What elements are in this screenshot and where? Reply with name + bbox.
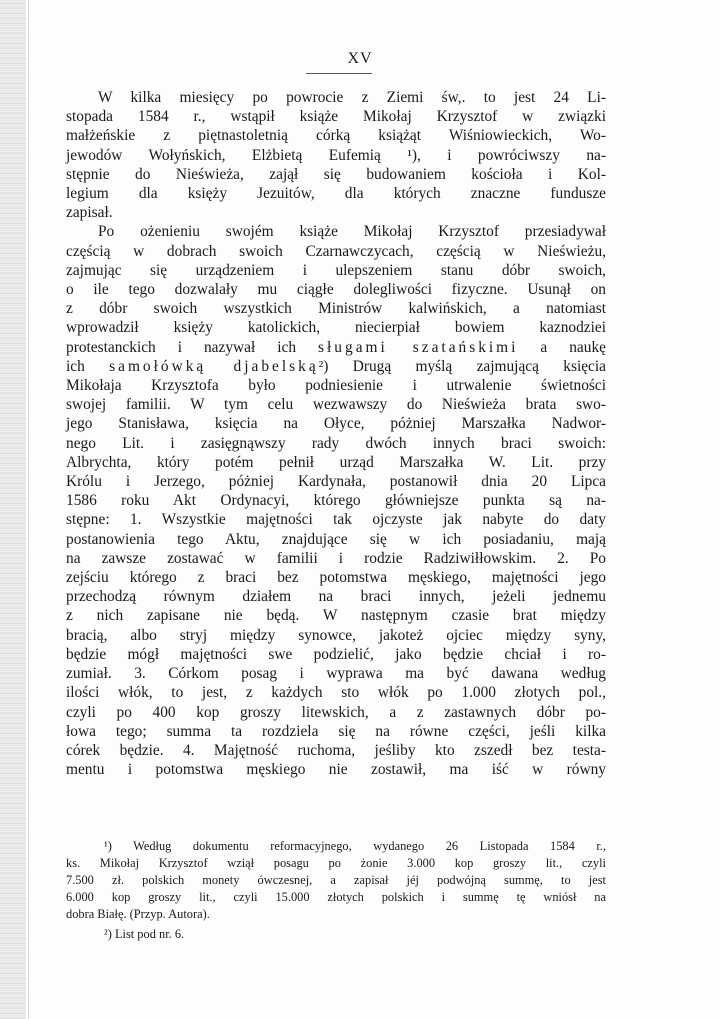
text-segment: ich (66, 357, 85, 375)
text-line: stępne: 1. Wszystkie majętności tak ojczyste jak nabyte do daty (66, 511, 606, 529)
footnote-1-line: 7.500 zł. polskich monety ówczesnej, a zapisał jéj podwójną summę, to jest (66, 873, 606, 887)
footnote-1-line: dobra Białę. (Przyp. Autora). (66, 907, 210, 921)
paragraph-1 (66, 88, 606, 222)
text-line: postanowienia tego Aktu, znajdujące się w ich posiadaniu, mają (66, 530, 606, 548)
text-line: zumiał. 3. Córkom posag i wyprawa ma być dawana według (66, 665, 606, 683)
text-line: stopada 1584 r., wstąpił książe Mikołaj Krzysztof w związki (66, 108, 606, 126)
text-line: z nich zapisane nie będą. W następnym czasie brat między (66, 607, 606, 625)
scan-margin-line (28, 0, 29, 1019)
footnote-2: ²) List pod nr. 6. (104, 927, 185, 941)
text-line: nego Lit. i zasięgnąwszy rady dwóch innych braci swoich: (66, 434, 606, 452)
page-number: XV (347, 50, 373, 67)
text-line-mixed (66, 338, 606, 357)
footnote-1-line: ks. Mikołaj Krzysztof wziął posagu po żonie 3.000 kop groszy lit., czyli (66, 856, 606, 870)
text-line: jego Stanisława, księcia na Ołyce, póżniej Marszałka Nadwor- (66, 415, 606, 433)
text-line: wprowadził księży katolickich, niecierpiał bowiem kaznodziei (66, 319, 606, 337)
text-line: zajmując się urządzeniem i ulepszeniem stanu dóbr swoich, (66, 261, 606, 279)
text-line: Po ożenieniu swojém książe Mikołaj Krzysztof przesiadywał (98, 223, 606, 241)
text-line: ilości włók, to jest, z każdych sto włók po 1.000 złotych pol., (66, 684, 606, 702)
text-segment: protestanckich i nazywał ich (66, 338, 297, 356)
text-line: zejściu którego z braci bez potomstwa męskiego, majętności jego (66, 569, 606, 587)
text-line: Królu i Jerzego, póżniej Kardynała, postanowił dnia 20 Lipca (66, 473, 606, 491)
text-line: czyli po 400 kop groszy litewskich, a z zastawnych dóbr po- (66, 703, 606, 721)
footnote-1-line: ¹) Według dokumentu reformacyjnego, wydanego 26 Listopada 1584 r., (104, 839, 606, 853)
text-line: 1586 roku Akt Ordynacyi, którego główniejsze punkta są na- (66, 492, 606, 510)
footnote-1-line: 6.000 kop groszy lit., czyli 15.000 złotych polskich i summę tę wniósł na (66, 890, 606, 904)
spaced-emphasis: sługami szatańskimi (318, 338, 519, 356)
spaced-emphasis: samołówką djabelską (109, 357, 319, 375)
text-line: jewodów Wołyńskich, Elżbietą Eufemią ¹), i powróciwszy na- (66, 146, 606, 164)
text-line: z dóbr swoich wszystkich Ministrów kalwińskich, a natomiast (66, 300, 606, 318)
text-line: częścią w dobrach swoich Czarnawczycach, częścią w Nieświeżu, (66, 242, 606, 260)
text-segment: ²) Drugą myślą zajmującą księcia (318, 357, 606, 375)
text-line-mixed (66, 357, 606, 376)
main-text (66, 88, 606, 779)
text-line: stępnie do Nieświeża, zajął się budowaniem kościoła i Kol- (66, 165, 606, 183)
paragraph-2 (66, 222, 606, 779)
text-line: Albrychta, który potém pełnił urząd Marszałka W. Lit. przy (66, 453, 606, 471)
text-line: legium dla księży Jezuitów, dla których znaczne fundusze (66, 185, 606, 203)
text-line: zapisał. (66, 204, 113, 222)
text-line: łowa tego; summa ta rozdziela się na równe części, jeśli kilka (66, 722, 606, 740)
text-line: małżeńskie z piętnastoletnią córką książąt Wiśniowieckich, Wo- (66, 127, 606, 145)
text-line: swojej familii. W tym celu wezwawszy do Nieświeża brata swo- (66, 396, 606, 414)
text-segment: a naukę (540, 338, 606, 356)
scan-binding-edge (0, 0, 26, 1019)
text-line: mentu i potomstwa męskiego nie zostawił, ma iść w równy (66, 761, 606, 779)
text-line: bracią, albo stryj między synowce, jakoteż ojciec między syny, (66, 626, 606, 644)
page-number-rule (306, 73, 372, 74)
text-line: W kilka miesięcy po powrocie z Ziemi św,. to jest 24 Li- (98, 89, 606, 106)
text-line: o ile tego dozwalały mu ciągłe dolegliwości fizyczne. Usunął on (66, 281, 606, 299)
text-line: córek będzie. 4. Majętność ruchoma, jeśliby kto zszedł bez testa- (66, 741, 606, 759)
text-line: Mikołaja Krzysztofa było podniesienie i utrwalenie świetności (66, 377, 606, 395)
footnotes (66, 838, 606, 943)
text-line: przechodzą równym działem na braci innych, jeżeli jednemu (66, 588, 606, 606)
text-line: będzie mógł majętności swe podzielić, jako będzie chciał i ro- (66, 645, 606, 663)
text-line: na zawsze zostawać w familii i rodzie Radziwiłłowskim. 2. Po (66, 549, 606, 567)
